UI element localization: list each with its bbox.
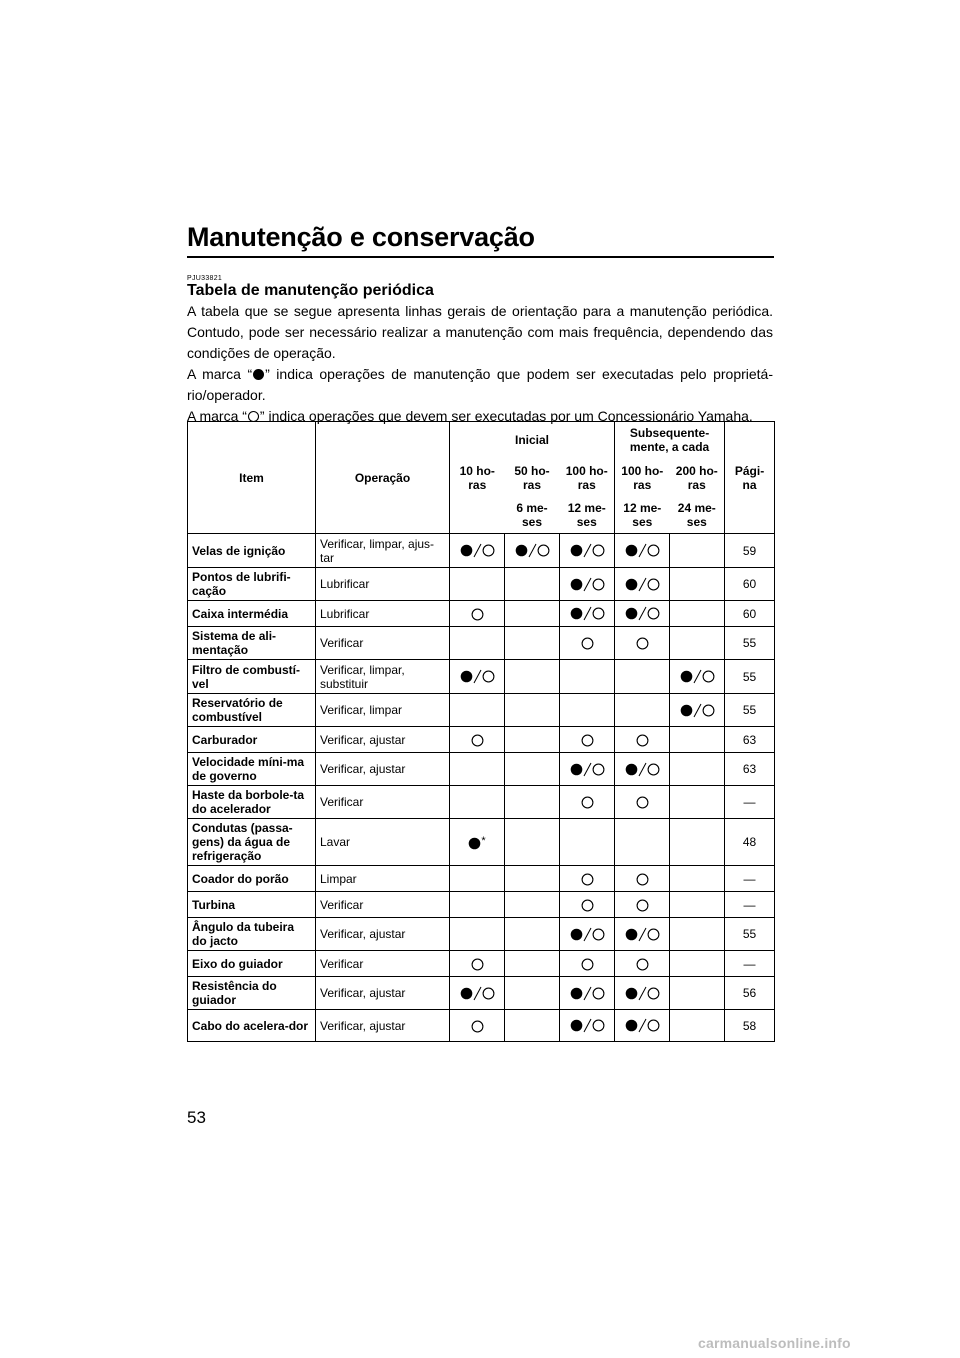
maintenance-table [187, 421, 775, 1042]
row-operation: Verificar, ajustar [316, 753, 450, 786]
row-operation: Verificar, ajustar [316, 727, 450, 753]
schedule-cell [505, 892, 560, 918]
schedule-cell [450, 951, 505, 977]
open-circle-icon [581, 958, 594, 971]
header-10-hours: 10 ho-ras [450, 458, 505, 498]
intro-p3-before: A marca “ [187, 408, 247, 424]
slash-icon [583, 762, 592, 777]
row-item: Carburador [188, 727, 316, 753]
header-24-months: 24 me-ses [670, 498, 725, 534]
schedule-cell [615, 786, 670, 819]
schedule-cell [670, 786, 725, 819]
filled-circle-icon [460, 670, 473, 683]
schedule-cell [670, 1010, 725, 1042]
schedule-cell [670, 977, 725, 1010]
row-page: — [725, 786, 775, 819]
schedule-cell [560, 1010, 615, 1042]
open-circle-icon [482, 987, 495, 1000]
row-item: Velas de ignição [188, 534, 316, 568]
row-item: Cabo do acelera-dor [188, 1010, 316, 1042]
open-circle-icon [647, 1019, 660, 1032]
open-circle-icon [581, 873, 594, 886]
schedule-cell [615, 819, 670, 866]
row-page: 59 [725, 534, 775, 568]
filled-circle-icon [460, 544, 473, 557]
table-row [188, 918, 775, 951]
slash-icon [583, 543, 592, 558]
slash-icon [638, 986, 647, 1001]
row-item: Eixo do guiador [188, 951, 316, 977]
filled-circle-icon [570, 763, 583, 776]
open-circle-icon [592, 578, 605, 591]
open-circle-icon [581, 899, 594, 912]
table-row [188, 819, 775, 866]
slash-icon [693, 703, 702, 718]
schedule-cell [670, 892, 725, 918]
row-item: Condutas (passa-gens) da água de refrigeração [188, 819, 316, 866]
open-circle-icon [537, 544, 550, 557]
filled-circle-icon [570, 1019, 583, 1032]
section-code: PJU33821 [187, 275, 223, 282]
header-6-months: 6 me-ses [505, 498, 560, 534]
row-page: 56 [725, 977, 775, 1010]
schedule-cell [615, 951, 670, 977]
schedule-cell [505, 819, 560, 866]
schedule-cell [615, 694, 670, 727]
row-operation: Verificar [316, 627, 450, 660]
open-circle-icon [636, 958, 649, 971]
schedule-cell [450, 918, 505, 951]
schedule-cell [560, 866, 615, 892]
row-operation: Verificar, ajustar [316, 977, 450, 1010]
open-circle-icon [636, 637, 649, 650]
filled-circle-icon [570, 928, 583, 941]
row-operation: Verificar, ajustar [316, 918, 450, 951]
schedule-cell [615, 727, 670, 753]
row-page: — [725, 951, 775, 977]
table-row [188, 601, 775, 627]
row-item: Resistência do guiador [188, 977, 316, 1010]
open-circle-icon [471, 958, 484, 971]
open-circle-icon [482, 670, 495, 683]
intro-paragraph-2 [187, 364, 773, 406]
watermark: carmanualsonline.info [698, 1335, 851, 1351]
schedule-cell [450, 727, 505, 753]
schedule-cell [505, 568, 560, 601]
open-circle-icon [647, 928, 660, 941]
schedule-cell [560, 753, 615, 786]
row-operation: Verificar [316, 892, 450, 918]
row-item: Sistema de ali-mentação [188, 627, 316, 660]
open-circle-icon [647, 544, 660, 557]
row-item: Ângulo da tubeira do jacto [188, 918, 316, 951]
filled-circle-icon [625, 607, 638, 620]
filled-circle-icon [570, 578, 583, 591]
slash-icon [583, 606, 592, 621]
slash-icon [583, 1018, 592, 1033]
schedule-cell [450, 568, 505, 601]
row-operation: Lubrificar [316, 568, 450, 601]
open-circle-icon [636, 796, 649, 809]
filled-circle-icon [680, 704, 693, 717]
open-circle-icon [702, 670, 715, 683]
schedule-cell [560, 601, 615, 627]
table-row [188, 694, 775, 727]
schedule-cell [450, 601, 505, 627]
schedule-cell [615, 892, 670, 918]
filled-circle-icon [625, 928, 638, 941]
schedule-cell [505, 977, 560, 1010]
slash-icon [638, 543, 647, 558]
open-circle-icon [581, 637, 594, 650]
row-page: 60 [725, 568, 775, 601]
table-row [188, 727, 775, 753]
slash-icon [473, 986, 482, 1001]
open-circle-icon [636, 873, 649, 886]
schedule-cell [560, 568, 615, 601]
schedule-cell [670, 568, 725, 601]
row-page: 63 [725, 753, 775, 786]
schedule-cell [560, 694, 615, 727]
filled-circle-icon [570, 607, 583, 620]
schedule-cell [505, 534, 560, 568]
intro-text [187, 301, 773, 427]
row-item: Filtro de combustí-vel [188, 660, 316, 694]
table-row [188, 568, 775, 601]
schedule-cell [560, 977, 615, 1010]
header-50-hours: 50 ho-ras [514, 463, 550, 492]
schedule-cell [450, 534, 505, 568]
row-operation: Lavar [316, 819, 450, 866]
row-item: Reservatório de combustível [188, 694, 316, 727]
row-page: 60 [725, 601, 775, 627]
slash-icon [638, 577, 647, 592]
open-circle-icon [592, 1019, 605, 1032]
table-row [188, 1010, 775, 1042]
schedule-cell [450, 694, 505, 727]
open-circle-icon [592, 987, 605, 1000]
filled-circle-icon [680, 670, 693, 683]
open-circle-icon [636, 899, 649, 912]
intro-p2-after: ” indica operações de manutenção que podem ser executadas pelo proprietá-rio/operador. [187, 366, 774, 403]
open-circle-icon [581, 796, 594, 809]
row-operation: Limpar [316, 866, 450, 892]
schedule-cell [670, 866, 725, 892]
row-page: — [725, 866, 775, 892]
row-item: Pontos de lubrifi-cação [188, 568, 316, 601]
schedule-cell [505, 627, 560, 660]
slash-icon [473, 669, 482, 684]
open-circle-icon [482, 544, 495, 557]
schedule-cell [560, 727, 615, 753]
row-item: Coador do porão [188, 866, 316, 892]
schedule-cell [450, 977, 505, 1010]
section-title: Tabela de manutenção periódica [187, 282, 434, 299]
filled-circle-icon [460, 987, 473, 1000]
slash-icon [583, 986, 592, 1001]
schedule-cell [560, 892, 615, 918]
header-12-months-subsequent: 12 me-ses [615, 498, 670, 534]
header-initial: Inicial [450, 422, 615, 458]
open-circle-icon [471, 1020, 484, 1033]
open-circle-icon [471, 608, 484, 621]
schedule-cell [615, 601, 670, 627]
slash-icon [528, 543, 537, 558]
schedule-cell [560, 627, 615, 660]
row-operation: Verificar, ajustar [316, 1010, 450, 1042]
header-100-hours-subsequent: 100 ho-ras [615, 458, 670, 498]
table-row [188, 753, 775, 786]
schedule-cell [670, 918, 725, 951]
schedule-cell [505, 786, 560, 819]
schedule-cell [615, 568, 670, 601]
schedule-cell [450, 753, 505, 786]
open-circle-icon [592, 607, 605, 620]
table-row [188, 786, 775, 819]
header-operation: Operação [316, 422, 450, 534]
slash-icon [638, 606, 647, 621]
schedule-cell [670, 534, 725, 568]
row-item: Velocidade míni-ma de governo [188, 753, 316, 786]
row-page: 55 [725, 918, 775, 951]
schedule-cell [615, 753, 670, 786]
schedule-cell [670, 727, 725, 753]
row-item: Haste da borbole-ta do acelerador [188, 786, 316, 819]
schedule-cell [505, 694, 560, 727]
open-circle-icon [647, 987, 660, 1000]
schedule-cell [670, 753, 725, 786]
schedule-cell [615, 918, 670, 951]
schedule-cell [450, 866, 505, 892]
table-row [188, 627, 775, 660]
row-operation: Verificar, limpar [316, 694, 450, 727]
filled-circle-icon [468, 837, 481, 850]
schedule-cell [670, 819, 725, 866]
schedule-cell [450, 892, 505, 918]
header-200-hours: 200 ho-ras [670, 458, 725, 498]
intro-p2-before: A marca “ [187, 366, 253, 382]
row-operation: Verificar [316, 951, 450, 977]
star-mark: * [481, 835, 486, 848]
schedule-cell [615, 660, 670, 694]
schedule-cell [670, 601, 725, 627]
row-page: 58 [725, 1010, 775, 1042]
page-number: 53 [187, 1108, 206, 1127]
header-100-hours-initial: 100 ho-ras [560, 458, 615, 498]
filled-circle-icon [515, 544, 528, 557]
schedule-cell [450, 627, 505, 660]
filled-circle-icon [625, 544, 638, 557]
schedule-cell [560, 660, 615, 694]
row-operation: Verificar [316, 786, 450, 819]
schedule-cell [450, 1010, 505, 1042]
row-page: 55 [725, 694, 775, 727]
schedule-cell [560, 786, 615, 819]
slash-icon [638, 762, 647, 777]
row-page: 55 [725, 660, 775, 694]
slash-icon [583, 927, 592, 942]
table-row [188, 951, 775, 977]
schedule-cell [505, 660, 560, 694]
schedule-cell [670, 951, 725, 977]
intro-p3-after: ” indica operações que devem ser executadas por um Concessionário Yamaha. [259, 408, 753, 424]
header-subsequent: Subsequente-mente, a cada [615, 422, 725, 458]
filled-circle-icon [252, 368, 265, 381]
slash-icon [473, 543, 482, 558]
schedule-cell [615, 627, 670, 660]
slash-icon [638, 927, 647, 942]
row-item: Turbina [188, 892, 316, 918]
table-row [188, 660, 775, 694]
row-operation: Verificar, limpar, substituir [316, 660, 450, 694]
schedule-cell [670, 694, 725, 727]
schedule-cell [505, 951, 560, 977]
schedule-cell [505, 727, 560, 753]
schedule-cell [560, 819, 615, 866]
open-circle-icon [636, 734, 649, 747]
page-header-title: Manutenção e conservação [187, 220, 774, 258]
open-circle-icon [702, 704, 715, 717]
schedule-cell [615, 1010, 670, 1042]
schedule-cell [450, 819, 505, 866]
row-operation: Verificar, limpar, ajus-tar [316, 534, 450, 568]
schedule-cell [560, 534, 615, 568]
filled-circle-icon [625, 1019, 638, 1032]
schedule-cell [505, 1010, 560, 1042]
open-circle-icon [647, 578, 660, 591]
schedule-cell [670, 627, 725, 660]
schedule-cell [615, 977, 670, 1010]
slash-icon [583, 577, 592, 592]
slash-icon [638, 1018, 647, 1033]
open-circle-icon [471, 734, 484, 747]
row-page: 48 [725, 819, 775, 866]
schedule-cell [670, 660, 725, 694]
table-row [188, 977, 775, 1010]
schedule-cell [560, 918, 615, 951]
table-row [188, 892, 775, 918]
header-item: Item [188, 422, 316, 534]
schedule-cell [615, 534, 670, 568]
header-12-months-initial: 12 me-ses [560, 498, 615, 534]
open-circle-icon [592, 544, 605, 557]
schedule-cell [505, 753, 560, 786]
row-page: 55 [725, 627, 775, 660]
table-row [188, 534, 775, 568]
schedule-cell [450, 786, 505, 819]
row-operation: Lubrificar [316, 601, 450, 627]
open-circle-icon [592, 763, 605, 776]
schedule-cell [615, 866, 670, 892]
open-circle-icon [581, 734, 594, 747]
schedule-cell [450, 660, 505, 694]
slash-icon [693, 669, 702, 684]
schedule-cell [505, 918, 560, 951]
schedule-cell [505, 866, 560, 892]
table-row [188, 866, 775, 892]
filled-circle-icon [625, 578, 638, 591]
header-page: Pági-na [725, 422, 775, 534]
schedule-cell [505, 601, 560, 627]
filled-circle-icon [625, 763, 638, 776]
row-page: — [725, 892, 775, 918]
filled-circle-icon [570, 987, 583, 1000]
open-circle-icon [592, 928, 605, 941]
intro-paragraph-1: A tabela que se segue apresenta linhas gerais de orientação para a manutenção periódica. Contudo, pode ser necessário realizar a manutenção com mais frequência, dependendo das condições de operação. [187, 303, 773, 361]
row-page: 63 [725, 727, 775, 753]
filled-circle-icon [625, 987, 638, 1000]
row-item: Caixa intermédia [188, 601, 316, 627]
schedule-cell [560, 951, 615, 977]
filled-circle-icon [570, 544, 583, 557]
open-circle-icon [647, 763, 660, 776]
open-circle-icon [647, 607, 660, 620]
